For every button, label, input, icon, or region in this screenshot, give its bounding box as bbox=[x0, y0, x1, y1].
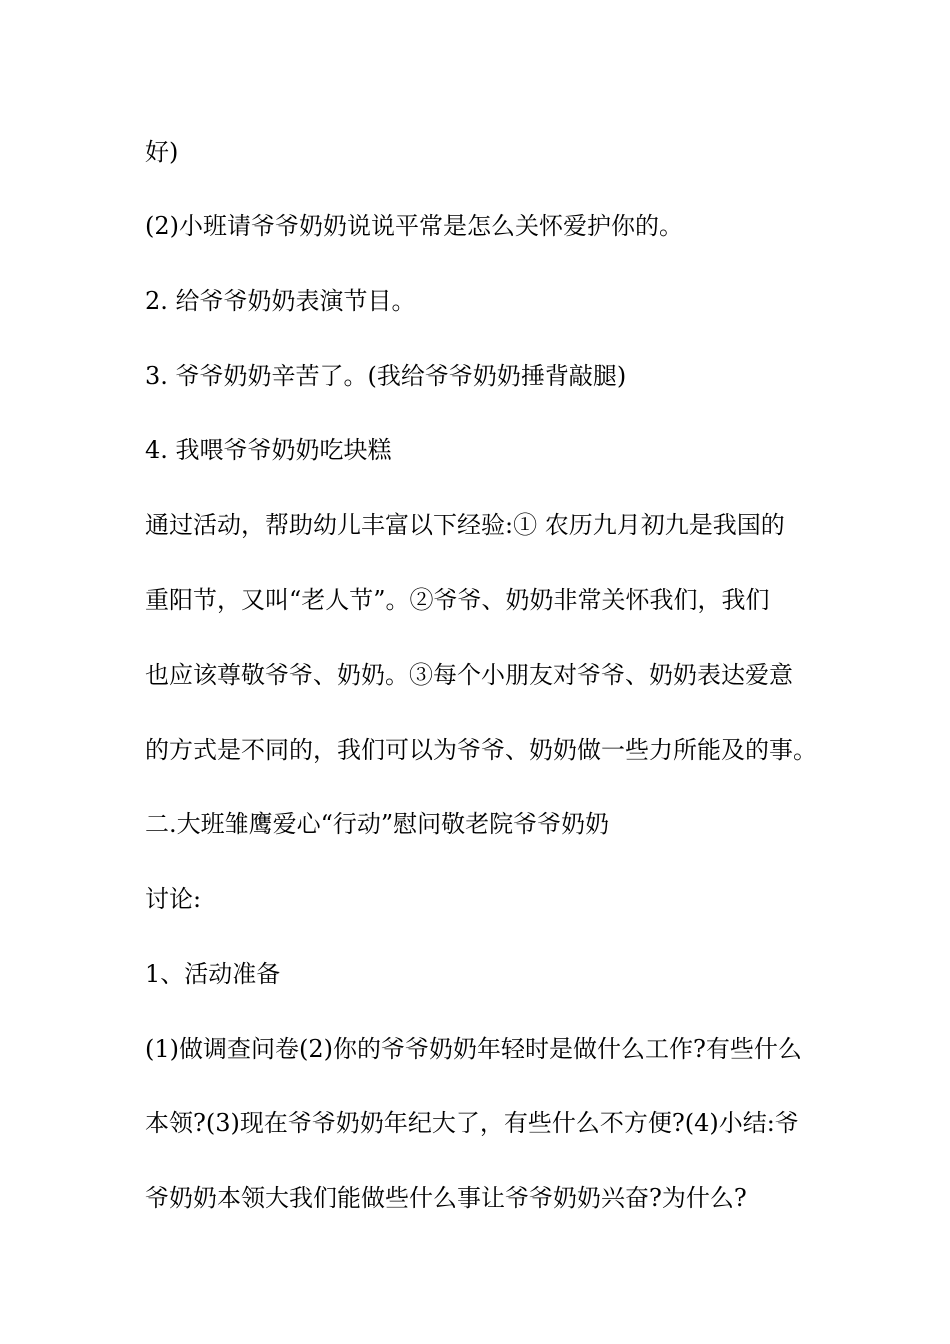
paragraph-line: 的方式是不同的，我们可以为爷爷、奶奶做一些力所能及的事。 bbox=[145, 736, 817, 764]
subheading: 1、活动准备 bbox=[145, 960, 281, 988]
list-item: 3. 爷爷奶奶辛苦了。(我给爷爷奶奶捶背敲腿) bbox=[145, 362, 627, 390]
text-line: 好) bbox=[145, 138, 179, 166]
paragraph-line: 通过活动，帮助幼儿丰富以下经验:① 农历九月初九是我国的 bbox=[145, 511, 785, 539]
paragraph-line: (1)做调查问卷(2)你的爷爷奶奶年轻时是做什么工作?有些什么 bbox=[145, 1035, 802, 1063]
text-line: (2)小班请爷爷奶奶说说平常是怎么关怀爱护你的。 bbox=[145, 212, 683, 240]
section-heading: 二.大班雏鹰爱心“行动”慰问敬老院爷爷奶奶 bbox=[145, 810, 610, 838]
list-item: 4. 我喂爷爷奶奶吃块糕 bbox=[145, 436, 392, 464]
paragraph-line: 本领?(3)现在爷爷奶奶年纪大了，有些什么不方便?(4)小结:爷 bbox=[145, 1109, 799, 1137]
text-line: 讨论: bbox=[145, 885, 202, 913]
paragraph-line: 重阳节，又叫“老人节”。②爷爷、奶奶非常关怀我们，我们 bbox=[145, 586, 770, 614]
paragraph-line: 也应该尊敬爷爷、奶奶。③每个小朋友对爷爷、奶奶表达爱意 bbox=[145, 661, 793, 689]
paragraph-line: 爷奶奶本领大我们能做些什么事让爷爷奶奶兴奋?为什么? bbox=[145, 1184, 747, 1212]
list-item: 2. 给爷爷奶奶表演节目。 bbox=[145, 287, 416, 315]
